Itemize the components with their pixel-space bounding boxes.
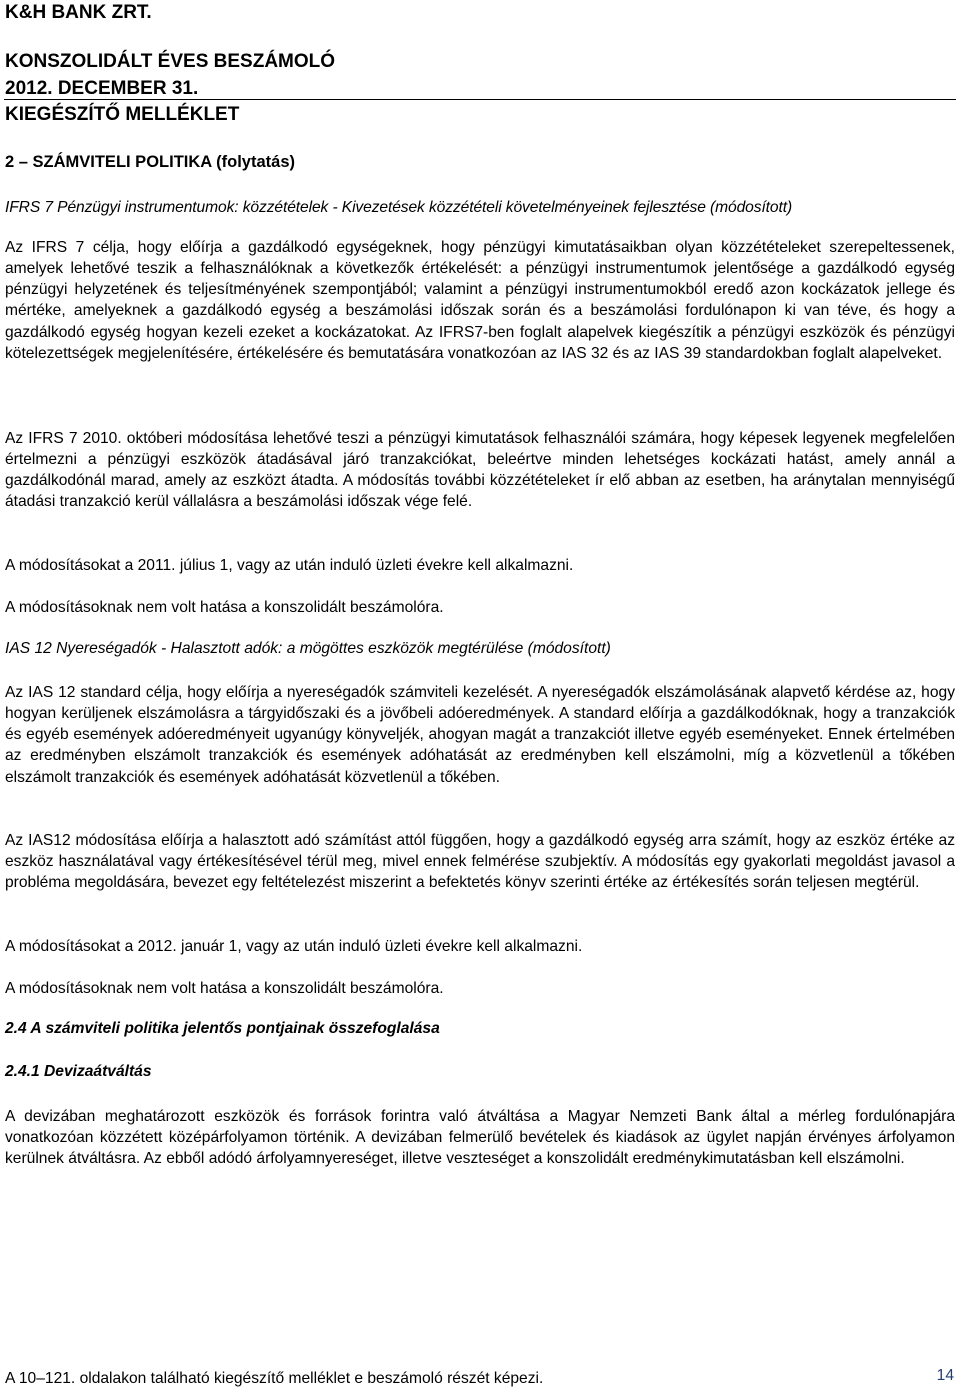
chapter-title: 2 – SZÁMVITELI POLITIKA (folytatás) — [5, 153, 295, 171]
section-2-4-1-heading: 2.4.1 Devizaátváltás — [5, 1063, 152, 1080]
ifrs7-heading: IFRS 7 Pénzügyi instrumentumok: közzétételek - Kivezetések közzétételi követelményeinek fejlesztése (módosított) — [5, 199, 793, 216]
report-title: KONSZOLIDÁLT ÉVES BESZÁMOLÓ — [5, 51, 336, 72]
ifrs7-paragraph-4: A módosításoknak nem volt hatása a konszolidált beszámolóra. — [5, 599, 444, 616]
ias12-text-2: Az IAS12 módosítása előírja a halasztott adó számítást attól függően, hogy a gazdálkodó egység arra számít, hogy az eszköz értéke az eszköz használatával vagy értékesítésével térül meg, mivel ennek felmérése szubjektív. A módosítás egy gyakorlati megoldást javasol a probléma megoldására, bevezet egy feltételezést miszerint a befektetés könyv szerinti értéke az értékesítés során teljesen megtérül. — [5, 832, 955, 892]
section-2-4-1-text: A devizában meghatározott eszközök és források forintra való átváltása a Magyar Nemzeti Bank által a mérleg fordulónapjára vonatkozóan közzétett középárfolyamon történik. A devizában felmerülő bevételek és kiadások az ügylet napján érvényes árfolyamon kerülnek átváltásra. Az ebből adódó árfolyamnyereséget, illetve veszteséget a konszolidált eredménykimutatásban kell elszámolni. — [5, 1108, 955, 1168]
company-name: K&H BANK ZRT. — [5, 2, 152, 23]
ifrs7-text-2: Az IFRS 7 2010. októberi módosítása lehetővé teszi a pénzügyi kimutatások felhasználói számára, hogy képesek legyenek megfelelően értelmezni a pénzügyi eszközök átadásával járó tranzakciókat, beleértve minden lehetséges kockázati hatást, amely annál a gazdálkodónál marad, amely az eszközt átadta. A módosítás további közzétételeket ír elő abban az esetben, ha aránytalan mennyiségű átadási tranzakció kerül vállalásra a beszámolási időszak vége felé. — [5, 430, 955, 511]
ias12-paragraph-4: A módosításoknak nem volt hatása a konszolidált beszámolóra. — [5, 980, 444, 997]
section-2-4-heading: 2.4 A számviteli politika jelentős pontjainak összefoglalása — [5, 1020, 440, 1037]
ifrs7-paragraph-3: A módosításokat a 2011. július 1, vagy az után induló üzleti évekre kell alkalmazni. — [5, 557, 574, 574]
footer-note: A 10–121. oldalakon található kiegészítő melléklet e beszámoló részét képezi. — [5, 1370, 544, 1387]
section-title: KIEGÉSZÍTŐ MELLÉKLET — [5, 104, 240, 125]
page-number: 14 — [936, 1367, 954, 1384]
section-2-4-1-paragraph — [5, 1106, 955, 1169]
ifrs7-paragraph-2 — [5, 428, 955, 513]
header-divider — [4, 99, 956, 100]
ias12-paragraph-2 — [5, 830, 955, 893]
ias12-heading: IAS 12 Nyereségadók - Halasztott adók: a mögöttes eszközök megtérülése (módosított) — [5, 640, 611, 657]
ias12-text-1: Az IAS 12 standard célja, hogy előírja a nyereségadók számviteli kezelését. A nyereségadók elszámolásának alapvető kérdése az, hogy hogyan kerüljenek elszámolásra a tárgyidőszaki és a jövőbeli adóeredmények. A standard előírja a gazdálkodóknak, hogy a tranzakciók és egyéb események adóeredményeit ugyanúgy könyveljék, ahogyan magát a tranzakciót illetve egyéb eseményeket. Ennek értelmében az eredményben elszámolt tranzakciók és események adóhatását az eredményben kell elszámolni, míg a közvetlenül a tőkében elszámolt tranzakciók és események adóhatását közvetlenül a tőkében. — [5, 684, 955, 786]
ifrs7-text-1: Az IFRS 7 célja, hogy előírja a gazdálkodó egységeknek, hogy pénzügyi kimutatásaikban olyan közzétételeket szerepeltessenek, amelyek lehetővé teszik a felhasználóknak a következők értékelését: a pénzügyi instrumentumok jelentősége a gazdálkodó egység pénzügyi helyzetének és teljesítményének szempontjából; valamint a pénzügyi instrumentumokból eredő azon kockázatok jellege és mértéke, amelyeknek a gazdálkodó egység a beszámolási időszak során és a beszámolási fordulónapon ki van téve, és hogy a gazdálkodó egység hogyan kezeli ezeket a kockázatokat. Az IFRS7-ben foglalt alapelvek kiegészítik a pénzügyi eszközök és pénzügyi kötelezettségek megjelenítésére, értékelésére és bemutatására vonatkozóan az IAS 32 és az IAS 39 standardokban foglalt alapelveket. — [5, 239, 955, 362]
ifrs7-paragraph-1 — [5, 237, 955, 364]
ias12-paragraph-1 — [5, 682, 955, 788]
report-date: 2012. DECEMBER 31. — [5, 78, 199, 99]
ias12-paragraph-3: A módosításokat a 2012. január 1, vagy az után induló üzleti évekre kell alkalmazni. — [5, 938, 583, 955]
